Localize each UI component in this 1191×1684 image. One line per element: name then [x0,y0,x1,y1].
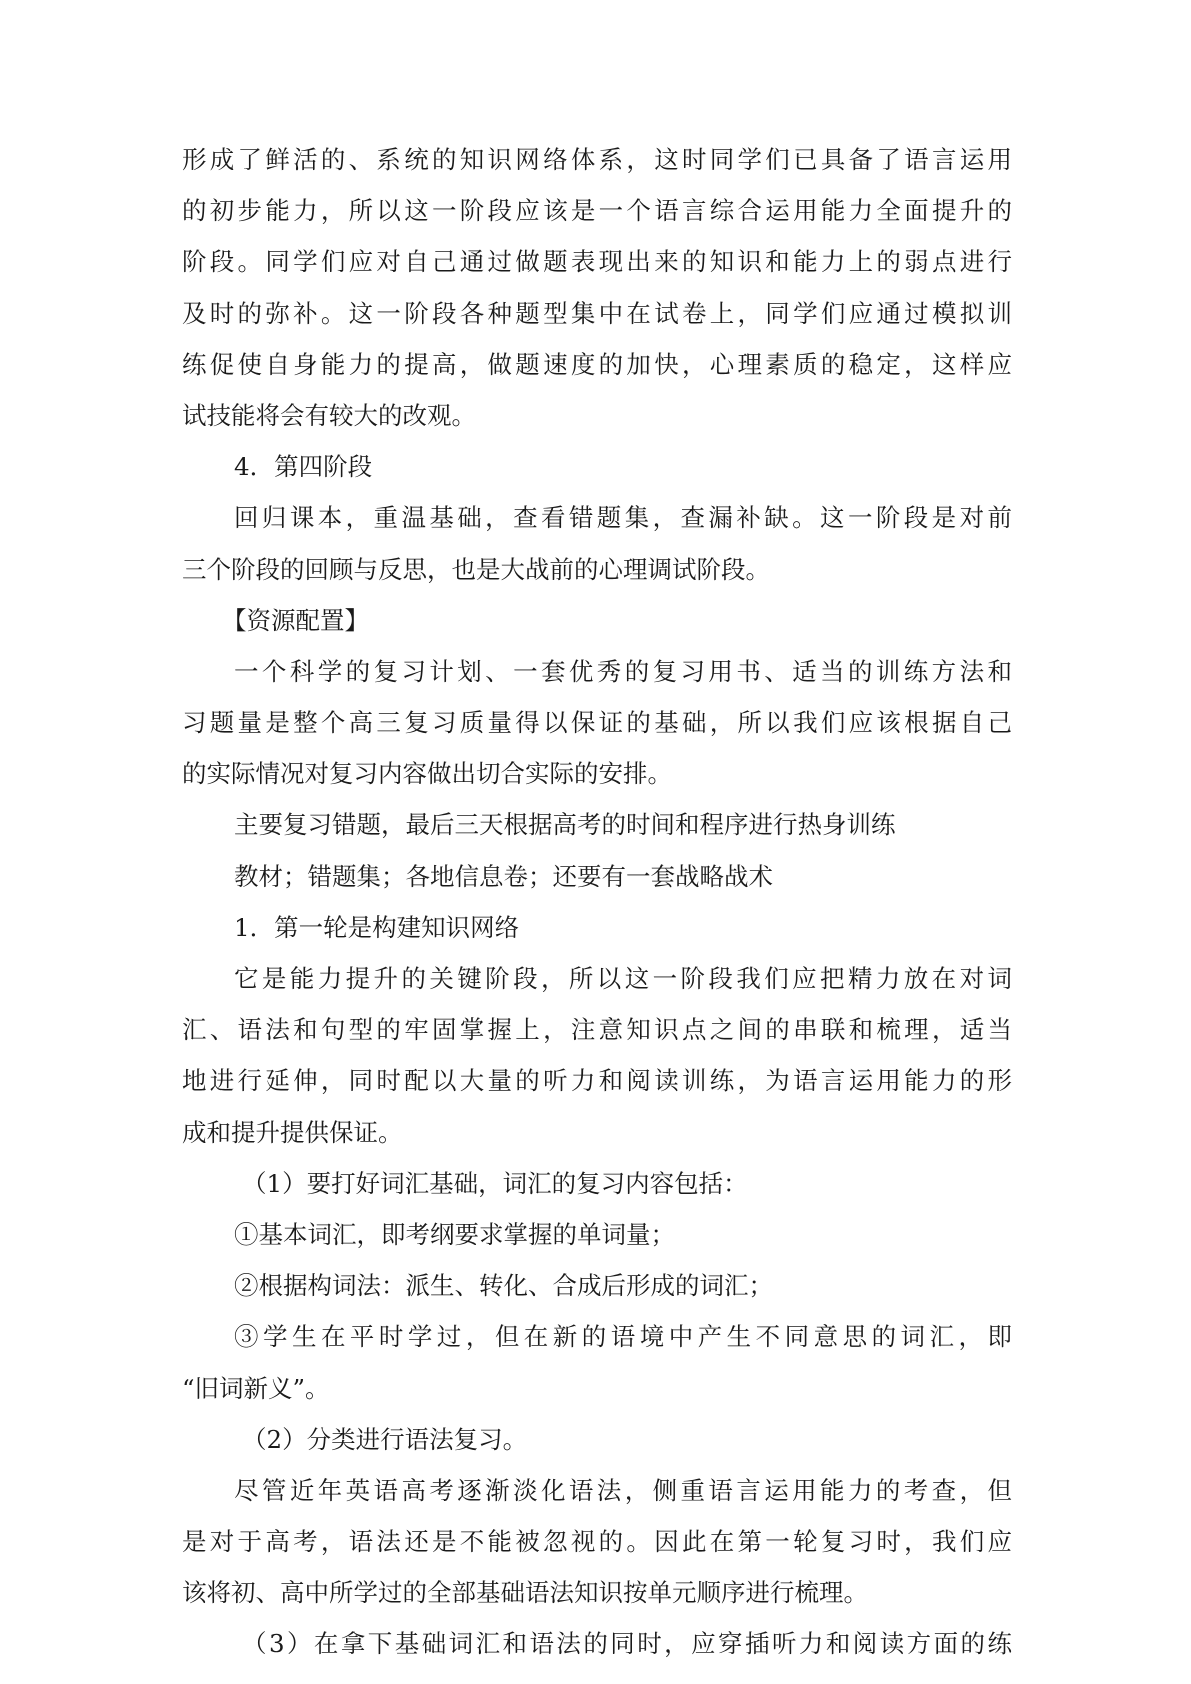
text-line: 习题量是整个高三复习质量得以保证的基础，所以我们应该根据自己 [182,708,1012,738]
text-line: 是对于高考，语法还是不能被忽视的。因此在第一轮复习时，我们应 [182,1527,1012,1557]
text-line: “旧词新义”。 [182,1373,330,1403]
text-line: 的初步能力，所以这一阶段应该是一个语言综合运用能力全面提升的 [182,196,1012,226]
text-line: 汇、语法和句型的牢固掌握上，注意知识点之间的串联和梳理，适当 [182,1015,1012,1045]
section-heading: 1．第一轮是构建知识网络 [234,912,520,942]
list-item: ①基本词汇，即考纲要求掌握的单词量； [234,1219,675,1249]
text-line: 该将初、高中所学过的全部基础语法知识按单元顺序进行梳理。 [182,1578,868,1608]
section-heading: 【资源配置】 [222,605,369,635]
list-item: ②根据构词法：派生、转化、合成后形成的词汇； [234,1271,773,1301]
text-line: 试技能将会有较大的改观。 [182,400,476,430]
list-item-heading: （2）分类进行语法复习。 [242,1424,528,1454]
list-item: ③学生在平时学过，但在新的语境中产生不同意思的词汇，即 [234,1322,1012,1352]
text-line: 一个科学的复习计划、一套优秀的复习用书、适当的训练方法和 [234,656,1012,686]
list-item-heading: （3）在拿下基础词汇和语法的同时，应穿插听力和阅读方面的练 [242,1629,1012,1659]
body-text [182,134,1012,1670]
text-line: 教材；错题集；各地信息卷；还要有一套战略战术 [234,861,773,891]
text-line: 及时的弥补。这一阶段各种题型集中在试卷上，同学们应通过模拟训 [182,298,1012,328]
text-line: 它是能力提升的关键阶段，所以这一阶段我们应把精力放在对词 [234,964,1012,993]
list-item-heading: （1）要打好词汇基础，词汇的复习内容包括： [242,1168,748,1198]
text-line: 地进行延伸，同时配以大量的听力和阅读训练，为语言运用能力的形 [182,1066,1012,1096]
text-line: 主要复习错题，最后三天根据高考的时间和程序进行热身训练 [234,810,896,840]
text-line: 的实际情况对复习内容做出切合实际的安排。 [182,759,672,789]
text-line: 形成了鲜活的、系统的知识网络体系，这时同学们已具备了语言运用 [182,145,1012,174]
text-line: 尽管近年英语高考逐渐淡化语法，侧重语言运用能力的考查，但 [234,1475,1012,1505]
section-heading: 4．第四阶段 [234,452,373,482]
text-line: 三个阶段的回顾与反思，也是大战前的心理调试阶段。 [182,554,770,584]
text-line: 练促使自身能力的提高，做题速度的加快，心理素质的稳定，这样应 [182,349,1012,379]
text-line: 成和提升提供保证。 [182,1117,403,1147]
text-line: 回归课本，重温基础，查看错题集，查漏补缺。这一阶段是对前 [234,503,1012,533]
text-line: 阶段。同学们应对自己通过做题表现出来的知识和能力上的弱点进行 [182,247,1012,277]
